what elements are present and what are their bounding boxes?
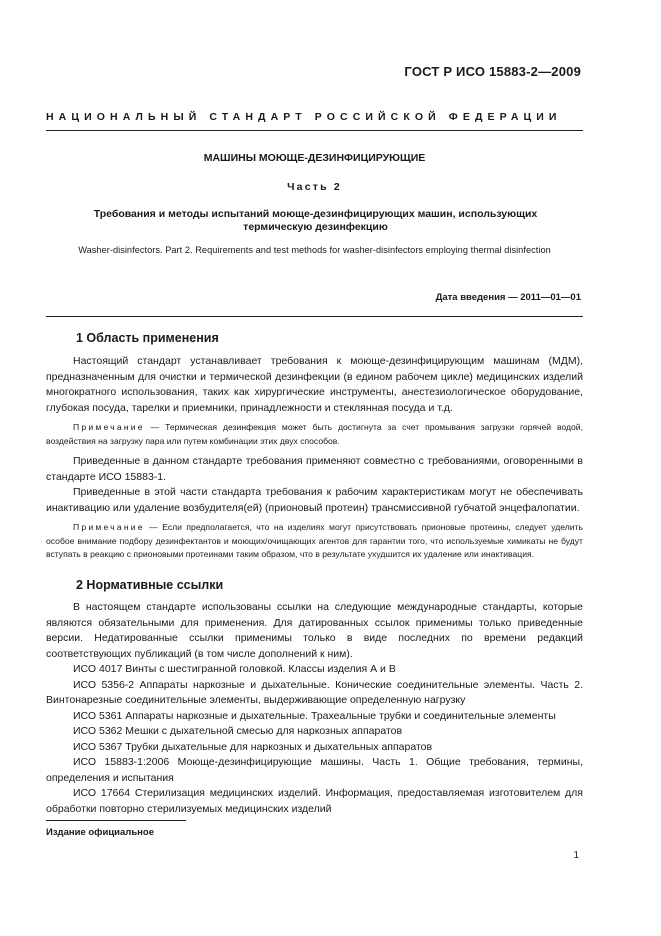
section-1-paragraph-1: Настоящий стандарт устанавливает требования к моюще-дезинфицирующим машинам (МДМ), предназначенным для очистки и термической дезинфекции (в едином рабочем цикле) медицинских изделий многократного использования, таких как хирургические инструменты, анестезиологическое оборудование, глубокая посуда, тарелки и приемники, принадлежности и стеклянная посуда и т.д. [46, 355, 583, 414]
title-divider [46, 316, 583, 317]
note-label: Примечание [73, 422, 145, 432]
date-of-introduction: Дата введения — 2011—01—01 [435, 292, 581, 303]
page-number: 1 [573, 850, 579, 861]
document-code: ГОСТ Р ИСО 15883-2—2009 [404, 64, 581, 79]
note-text: — Если предполагается, что на изделиях могут присутствовать прионовые протеины, следует уделить особое внимание подбору дезинфектантов и моющих/очищающих агентов для гарантии того, что используемые химикаты не будут вступать в реакцию с прионовыми протеинами таким образом, что в результате ухудшится их удаление или инактивация. [46, 522, 583, 560]
section-2 [46, 578, 583, 817]
header-divider [46, 130, 583, 131]
section-2-heading: 2 Нормативные ссылки [76, 578, 224, 592]
official-edition-label: Издание официальное [46, 827, 154, 838]
english-title: Washer-disinfectors. Part 2. Requirements and test methods for washer-disinfectors employing thermal disinfection [78, 245, 551, 255]
note-label: Примечание [73, 522, 145, 533]
document-subtitle: Требования и методы испытаний моюще-дезинфицирующих машин, использующих термическую дезинфекцию [93, 208, 538, 233]
normative-reference: ИСО 5361 Аппараты наркозные и дыхательные. Трахеальные трубки и соединительные элементы [73, 709, 556, 722]
section-1 [46, 331, 583, 562]
normative-reference: ИСО 5356-2 Аппараты наркозные и дыхательные. Конические соединительные элементы. Часть 2. Винтонарезные соединительные элементы, выдерживающие определенную нагрузку [46, 678, 583, 706]
section-1-heading: 1 Область применения [76, 331, 219, 345]
section-1-paragraph-3: Приведенные в этой части стандарта требования к рабочим характеристикам могут не обеспечивать инактивацию или удаление возбудителя(ей) (прионовый протеин) трансмиссивной губчатой энцефалопатии. [46, 486, 583, 514]
normative-reference: ИСО 17664 Стерилизация медицинских изделий. Информация, предоставляемая изготовителем для обработки повторно стерилизуемых медицинских изделий [46, 787, 583, 815]
section-1-paragraph-2: Приведенные в данном стандарте требования применяют совместно с требованиями, оговоренными в стандарте ИСО 15883-1. [46, 455, 583, 483]
normative-reference: ИСО 5367 Трубки дыхательные для наркозных и дыхательных аппаратов [73, 740, 433, 753]
document-title: МАШИНЫ МОЮЩЕ-ДЕЗИНФИЦИРУЮЩИЕ [203, 152, 426, 164]
section-1-note-2 [46, 521, 583, 562]
normative-reference: ИСО 15883-1:2006 Моюще-дезинфицирующие машины. Часть 1. Общие требования, термины, определения и испытания [46, 756, 583, 784]
document-part: Часть 2 [287, 181, 342, 193]
section-1-note-1 [46, 421, 583, 448]
footer-divider [46, 820, 186, 821]
section-2-paragraph-1: В настоящем стандарте использованы ссылки на следующие международные стандарты, которые являются обязательными для применения. Для датированных ссылок применимы только приведенные версии. Недатированные ссылки применимы только в виде последних по времени редакций соответствующих публикаций (в том числе дополнений к ним). [46, 601, 583, 660]
note-text: — Термическая дезинфекция может быть достигнута за счет промывания загрузки горячей водой, воздействия на загрузку пара или путем комбинации этих двух способов. [46, 422, 583, 446]
national-standard-banner: НАЦИОНАЛЬНЫЙ СТАНДАРТ РОССИЙСКОЙ ФЕДЕРАЦИИ [46, 111, 562, 123]
normative-reference: ИСО 5362 Мешки с дыхательной смесью для наркозных аппаратов [73, 725, 403, 737]
normative-reference: ИСО 4017 Винты с шестигранной головкой. Классы изделия А и В [73, 663, 396, 675]
